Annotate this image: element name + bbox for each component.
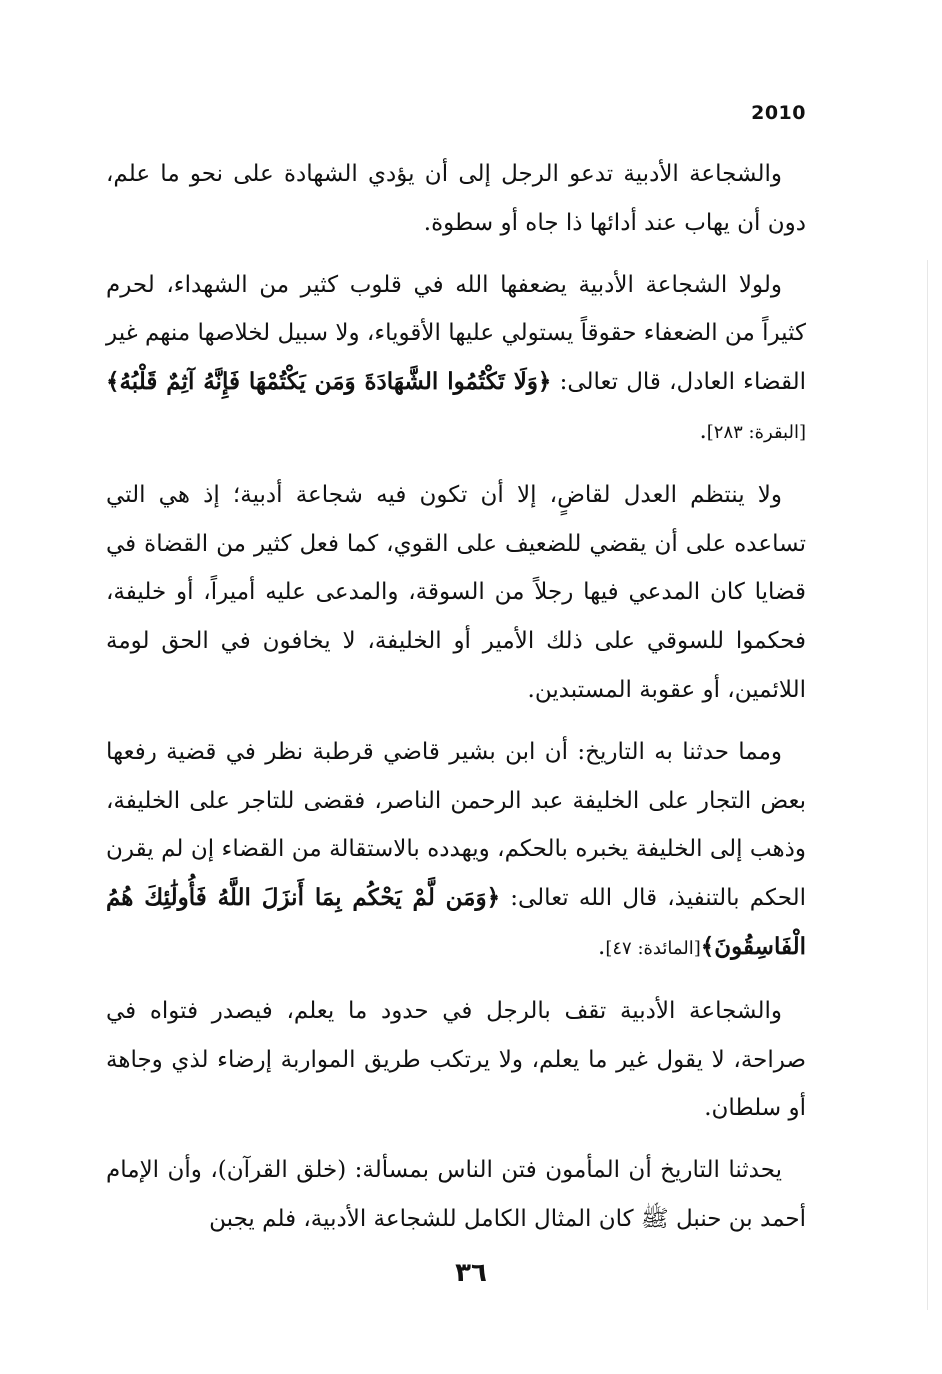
- page-body: [106, 150, 806, 1257]
- page-number: ٣٦: [455, 1258, 487, 1288]
- paragraph-5: والشجاعة الأدبية تقف بالرجل في حدود ما يعلم، فيصدر فتواه في صراحة، لا يقول غير ما يعلم، ولا يرتكب طريق المواربة إرضاء لذي وجاهة أو سلطان.: [106, 997, 806, 1122]
- paragraph-2-text: ولولا الشجاعة الأدبية يضعفها الله في قلوب كثير من الشهداء، لحرم كثيراً من الضعفاء حقوقاً يستولي عليها الأقوياء، ولا سبيل لخلاصها منهم غير القضاء العادل، قال تعالى:: [106, 271, 806, 396]
- verse-reference-baqarah: [البقرة: ٢٨٣]: [706, 421, 806, 443]
- quran-verse-baqarah: ﴿وَلَا تَكْتُمُوا الشَّهَادَةَ وَمَن يَكْتُمْهَا فَإِنَّهُ آثِمٌ قَلْبُهُ﴾: [106, 368, 552, 396]
- page-edge-line: [927, 260, 928, 1310]
- paragraph-4: [106, 728, 806, 974]
- paragraph-6: يحدثنا التاريخ أن المأمون فتن الناس بمسألة: (خلق القرآن)، وأن الإمام أحمد بن حنبل ﷺ كان المثال الكامل للشجاعة الأدبية، فلم يجبن: [106, 1157, 806, 1232]
- paragraph-4-text: ومما حدثنا به التاريخ: أن ابن بشير قاضي قرطبة نظر في قضية رفعها بعض التجار على الخليفة عبد الرحمن الناصر، فقضى للتاجر على الخليفة، وذهب إلى الخليفة يخبره بالحكم، ويهدده بالاستقالة من القضاء إن لم يقرن الحكم بالتنفيذ، قال الله تعالى:: [106, 738, 806, 912]
- paragraph-3: ولا ينتظم العدل لقاضٍ، إلا أن تكون فيه شجاعة أدبية؛ إذ هي التي تساعده على أن يقضي للضعيف على القوي، كما فعل كثير من القضاة في قضايا كان المدعي فيها رجلاً من السوقة، والمدعى عليه أميراً، أو خليفة، فحكموا للسوقي على ذلك الأمير أو الخليفة، لا يخافون في الحق لومة اللائمين، أو عقوبة المستبدين.: [106, 481, 806, 703]
- paragraph-1: والشجاعة الأدبية تدعو الرجل إلى أن يؤدي الشهادة على نحو ما علم، دون أن يهاب عند أدائها ذا جاه أو سطوة.: [106, 161, 806, 236]
- paragraph-4-end: .: [598, 933, 606, 960]
- quran-verse-maidah: ﴿وَمَن لَّمْ يَحْكُم بِمَا أَنزَلَ اللَّهُ فَأُولَٰئِكَ هُمُ الْفَاسِقُونَ﴾: [106, 884, 806, 960]
- verse-reference-maidah: [المائدة: ٤٧]: [605, 937, 701, 959]
- book-code: 2010: [751, 102, 806, 124]
- paragraph-2: [106, 261, 806, 458]
- paragraph-2-end: .: [699, 417, 707, 444]
